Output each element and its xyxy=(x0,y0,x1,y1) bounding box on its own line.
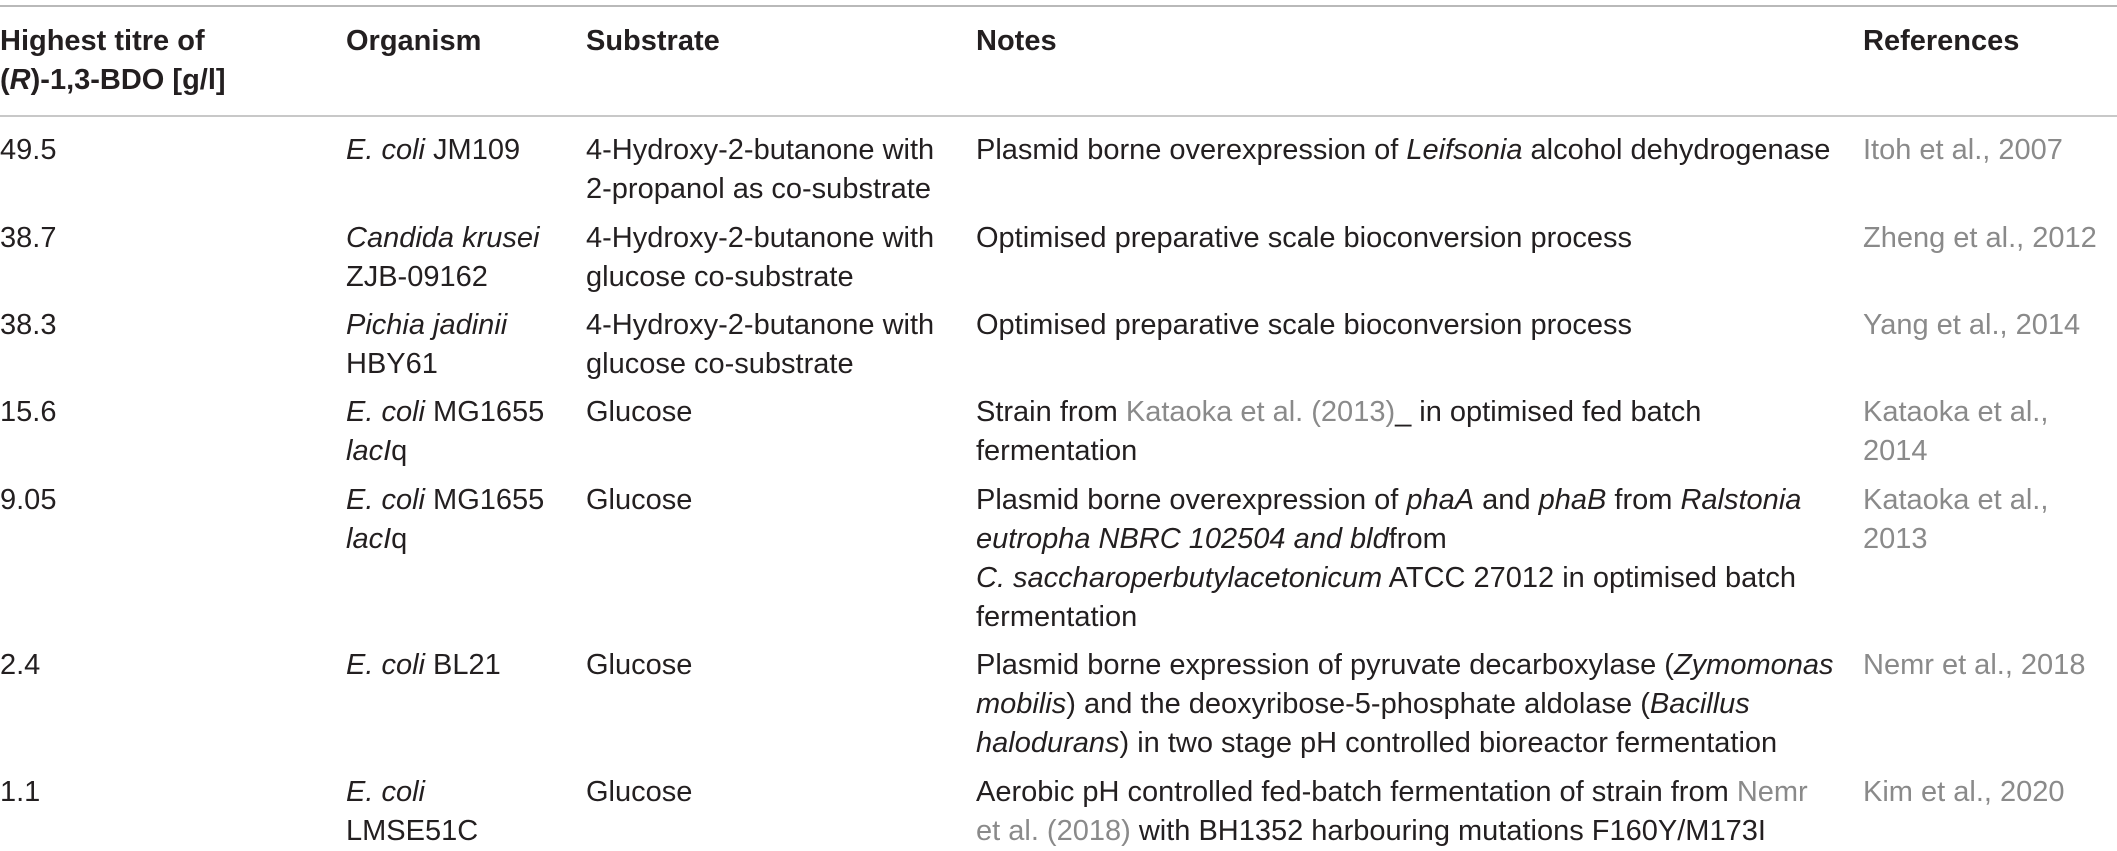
row-5-notes xyxy=(976,481,1801,637)
row-3-notes: Optimised preparative scale bioconversion process xyxy=(976,309,1633,341)
row-5-notes-c: and xyxy=(1474,484,1539,516)
row-1-substrate xyxy=(586,131,934,209)
row-6-notes-a: Plasmid borne expression of pyruvate decarboxylase ( xyxy=(976,649,1674,681)
row-4-notes-c: _ in optimised fed batch xyxy=(1395,396,1702,428)
row-7-notes-citation2[interactable]: et al. (2018) xyxy=(976,815,1131,847)
header-bottom-rule xyxy=(0,115,2117,117)
header-titre-line1: Highest titre of xyxy=(0,25,205,57)
row-2-substrate xyxy=(586,219,934,297)
header-notes: Notes xyxy=(976,25,1057,57)
row-7-substrate: Glucose xyxy=(586,776,693,808)
row-2-notes: Optimised preparative scale bioconversion process xyxy=(976,222,1633,254)
row-5-notes-b: phaA xyxy=(1406,484,1475,516)
row-6-notes-line2a: mobilis xyxy=(976,688,1067,720)
row-1-substrate-line2: 2-propanol as co-substrate xyxy=(586,173,931,205)
row-5-organism-q: q xyxy=(391,523,408,555)
row-1-organism-italic: E. coli xyxy=(346,134,425,166)
row-1-titre: 49.5 xyxy=(0,134,57,166)
row-2-organism xyxy=(346,219,539,297)
row-7-reference[interactable]: Kim et al., 2020 xyxy=(1863,776,2065,808)
row-6-organism-strain: BL21 xyxy=(424,649,501,681)
table-top-rule xyxy=(0,5,2117,7)
row-1-notes-a: Plasmid borne overexpression of xyxy=(976,134,1407,166)
row-6-notes-b: Zymomonas xyxy=(1673,649,1834,681)
row-3-organism-strain: HBY61 xyxy=(346,348,438,380)
row-5-notes-e: from xyxy=(1606,484,1681,516)
row-4-notes-a: Strain from xyxy=(976,396,1126,428)
row-5-notes-line3b: ATCC 27012 in optimised batch xyxy=(1382,562,1796,594)
row-3-substrate-line1: 4-Hydroxy-2-butanone with xyxy=(586,309,935,341)
row-5-notes-a: Plasmid borne overexpression of xyxy=(976,484,1407,516)
row-5-reference-line1[interactable]: Kataoka et al., xyxy=(1863,484,2049,516)
row-4-organism xyxy=(346,393,544,471)
row-5-notes-line2b: from xyxy=(1388,523,1447,555)
row-1-notes-b: Leifsonia xyxy=(1406,134,1523,166)
row-1-reference[interactable]: Itoh et al., 2007 xyxy=(1863,134,2063,166)
row-5-organism xyxy=(346,481,544,559)
row-6-titre: 2.4 xyxy=(0,649,41,681)
header-organism: Organism xyxy=(346,25,482,57)
header-titre-r: R xyxy=(9,64,31,96)
row-3-organism xyxy=(346,306,507,384)
row-3-titre: 38.3 xyxy=(0,309,57,341)
row-5-notes-line4: fermentation xyxy=(976,601,1138,633)
row-7-organism-strain: LMSE51C xyxy=(346,815,479,847)
row-5-organism-laci: lacI xyxy=(346,523,392,555)
row-2-reference[interactable]: Zheng et al., 2012 xyxy=(1863,222,2097,254)
row-5-titre: 9.05 xyxy=(0,484,57,516)
row-1-organism-strain: JM109 xyxy=(424,134,521,166)
row-4-reference[interactable] xyxy=(1863,393,2048,471)
row-4-reference-line2[interactable]: 2014 xyxy=(1863,435,1928,467)
row-6-substrate: Glucose xyxy=(586,649,693,681)
row-6-notes xyxy=(976,646,1834,763)
row-6-notes-line2c: Bacillus xyxy=(1649,688,1750,720)
row-1-organism xyxy=(346,131,520,170)
row-7-notes-citation[interactable]: Nemr xyxy=(1736,776,1808,808)
row-4-substrate: Glucose xyxy=(586,396,693,428)
row-7-organism-italic: E. coli xyxy=(346,776,425,808)
row-6-reference[interactable]: Nemr et al., 2018 xyxy=(1863,649,2086,681)
header-titre-open: ( xyxy=(0,64,10,96)
row-7-notes-a: Aerobic pH controlled fed-batch fermentation of strain from xyxy=(976,776,1737,808)
row-7-notes-line2b: with BH1352 harbouring mutations F160Y/M173I xyxy=(1130,815,1766,847)
row-1-substrate-line1: 4-Hydroxy-2-butanone with xyxy=(586,134,935,166)
row-3-substrate xyxy=(586,306,934,384)
row-4-titre: 15.6 xyxy=(0,396,57,428)
row-7-organism xyxy=(346,773,478,851)
row-5-substrate: Glucose xyxy=(586,484,693,516)
row-6-organism-italic: E. coli xyxy=(346,649,425,681)
row-5-organism-italic: E. coli xyxy=(346,484,425,516)
row-2-substrate-line1: 4-Hydroxy-2-butanone with xyxy=(586,222,935,254)
row-4-notes-line2: fermentation xyxy=(976,435,1138,467)
row-4-notes-citation[interactable]: Kataoka et al. (2013) xyxy=(1125,396,1396,428)
header-titre-line2 xyxy=(0,61,226,100)
row-2-substrate-line2: glucose co-substrate xyxy=(586,261,854,293)
row-5-reference-line2[interactable]: 2013 xyxy=(1863,523,1928,555)
header-substrate: Substrate xyxy=(586,25,720,57)
header-titre-rest: )-1,3-BDO [g/l] xyxy=(30,64,226,96)
row-6-organism xyxy=(346,646,501,685)
row-6-notes-line3b: ) in two stage pH controlled bioreactor fermentation xyxy=(1119,727,1778,759)
row-4-organism-q: q xyxy=(391,435,408,467)
row-5-notes-d: phaB xyxy=(1538,484,1607,516)
row-4-notes xyxy=(976,393,1701,471)
row-5-organism-strain: MG1655 xyxy=(424,484,545,516)
row-5-notes-line3a: C. saccharoperbutylacetonicum xyxy=(976,562,1383,594)
row-3-reference[interactable]: Yang et al., 2014 xyxy=(1863,309,2081,341)
row-2-titre: 38.7 xyxy=(0,222,57,254)
row-4-organism-italic: E. coli xyxy=(346,396,425,428)
row-5-notes-f: Ralstonia xyxy=(1680,484,1802,516)
row-3-substrate-line2: glucose co-substrate xyxy=(586,348,854,380)
row-2-organism-italic: Candida krusei xyxy=(346,222,540,254)
row-7-notes xyxy=(976,773,1808,851)
row-5-notes-line2a: eutropha NBRC 102504 and bld xyxy=(976,523,1389,555)
row-3-organism-italic: Pichia jadinii xyxy=(346,309,508,341)
row-1-notes xyxy=(976,131,1830,170)
row-4-organism-strain: MG1655 xyxy=(424,396,545,428)
row-1-notes-c: alcohol dehydrogenase xyxy=(1522,134,1831,166)
row-4-reference-line1[interactable]: Kataoka et al., xyxy=(1863,396,2049,428)
header-titre xyxy=(0,22,226,100)
row-2-organism-strain: ZJB-09162 xyxy=(346,261,488,293)
header-references: References xyxy=(1863,25,2020,57)
row-6-notes-line2b: ) and the deoxyribose-5-phosphate aldolase ( xyxy=(1066,688,1650,720)
row-4-organism-laci: lacI xyxy=(346,435,392,467)
row-7-titre: 1.1 xyxy=(0,776,41,808)
row-6-notes-line3a: halodurans xyxy=(976,727,1120,759)
row-5-reference[interactable] xyxy=(1863,481,2048,559)
